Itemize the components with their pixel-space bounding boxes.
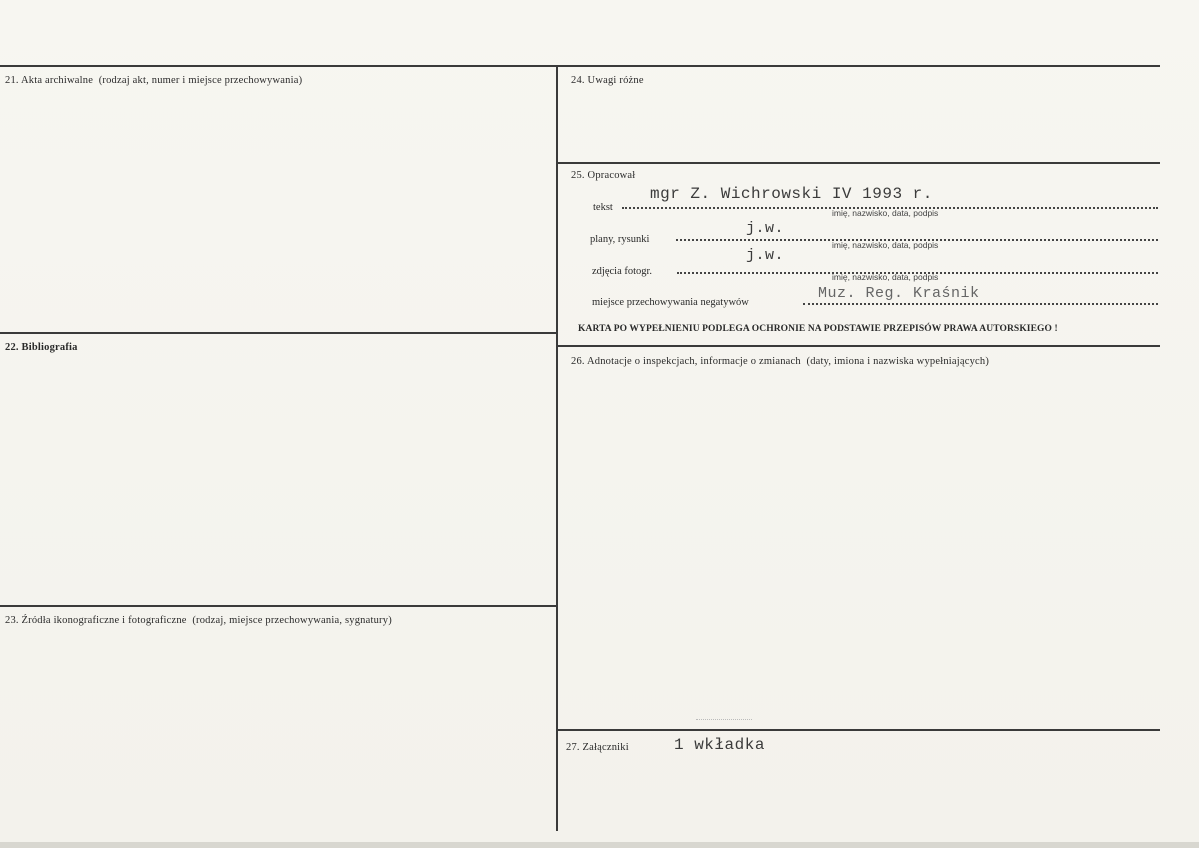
section-27-label: [566, 742, 629, 753]
section-24-title: 24. Uwagi różne: [571, 75, 644, 86]
row-tekst-label: tekst: [593, 202, 613, 213]
copyright-notice: KARTA PO WYPEŁNIENIU PODLEGA OCHRONIE NA PODSTAWIE PRZEPISÓW PRAWA AUTORSKIEGO !: [578, 324, 1058, 334]
section-21-title: 21. Akta archiwalne: [5, 75, 94, 86]
row-tekst-value: mgr Z. Wichrowski IV 1993 r.: [650, 185, 933, 203]
section-25-label: [571, 170, 635, 181]
rule-26-27: [556, 729, 1160, 731]
rule-24-25: [556, 162, 1160, 164]
row-zdjecia-hint: imię, nazwisko, data, podpis: [832, 272, 939, 282]
section-27-value: 1 wkładka: [674, 736, 765, 754]
center-divider: [556, 65, 558, 831]
rule-25-26: [556, 345, 1160, 347]
section-22-title: 22. Bibliografia: [5, 342, 78, 353]
section-23-note: (rodzaj, miejsce przechowywania, sygnatury): [192, 615, 392, 626]
row-negatywy-value: Muz. Reg. Kraśnik: [818, 285, 980, 302]
section-21-note: (rodzaj akt, numer i miejsce przechowywania): [98, 75, 303, 86]
row-zdjecia-value: j.w.: [746, 247, 785, 264]
row-plany-label: plany, rysunki: [590, 234, 650, 245]
row-zdjecia-label: zdjęcia fotogr.: [592, 266, 653, 277]
faint-mark: [696, 719, 752, 720]
section-26-note: (daty, imiona i nazwiska wypełniających): [806, 356, 990, 367]
rule-22-23: [0, 605, 558, 607]
section-26-title: 26. Adnotacje o inspekcjach, informacje o zmianach: [571, 356, 801, 367]
rule-21-22: [0, 332, 558, 334]
section-23-label: [5, 615, 392, 626]
section-24-label: [571, 75, 644, 86]
row-plany-hint: imię, nazwisko, data, podpis: [832, 240, 939, 250]
top-rule: [0, 65, 1160, 67]
row-tekst-hint: imię, nazwisko, data, podpis: [832, 208, 939, 218]
section-22-label: [5, 342, 78, 353]
row-plany-value: j.w.: [746, 220, 785, 237]
section-25-title: 25. Opracował: [571, 170, 636, 181]
row-negatywy-label: miejsce przechowywania negatywów: [592, 297, 749, 308]
section-26-label: [571, 356, 989, 367]
section-23-title: 23. Źródła ikonograficzne i fotograficzne: [5, 615, 187, 626]
section-27-title: 27. Załączniki: [566, 742, 629, 753]
row-negatywy-line: [803, 303, 1158, 305]
section-21-label: [5, 75, 302, 86]
card-bottom-edge: [0, 842, 1199, 848]
